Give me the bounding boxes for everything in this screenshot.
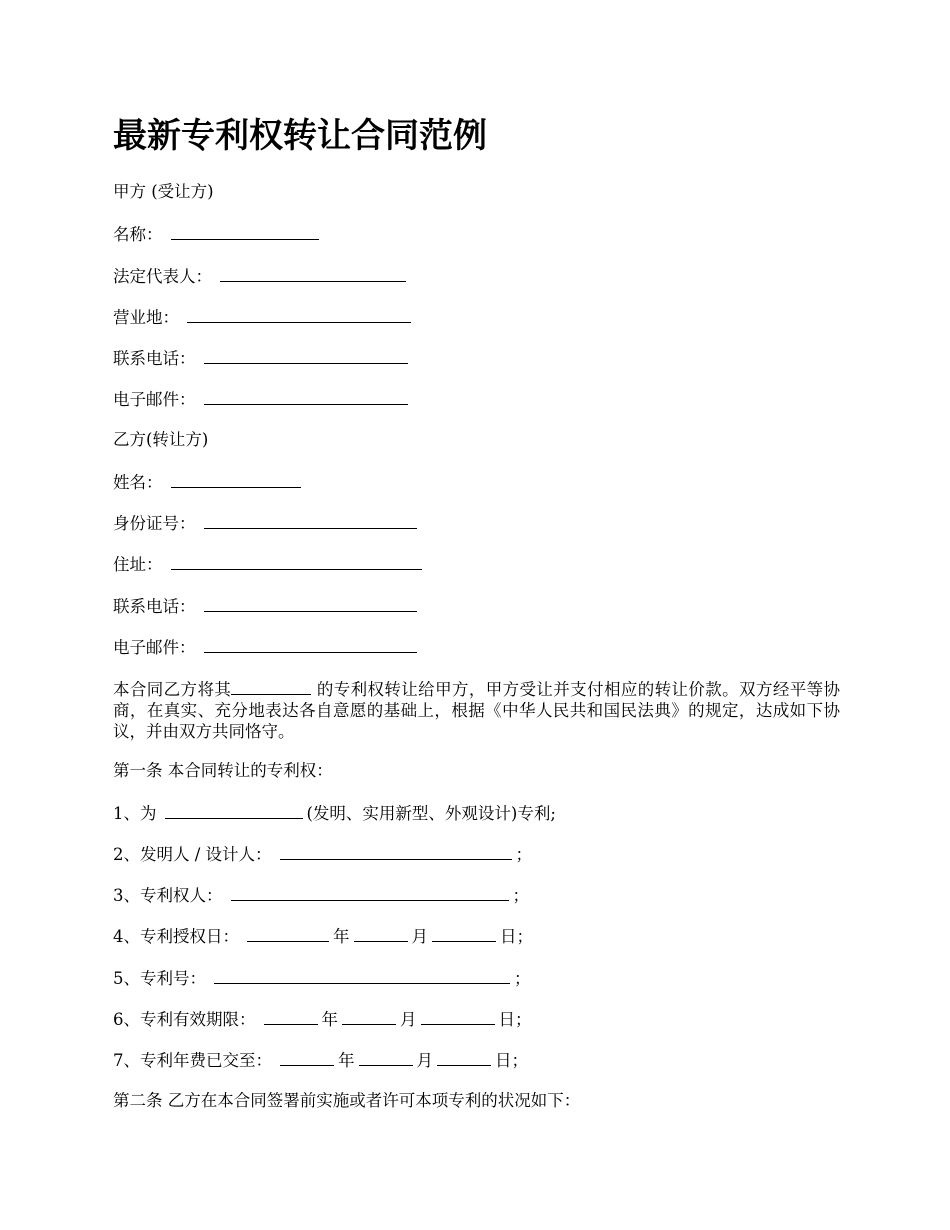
party-a-address-blank: [187, 305, 411, 323]
article2-heading: 第二条 乙方在本合同签署前实施或者许可本项专利的状况如下：: [113, 1091, 581, 1110]
party-a-address-line: [113, 305, 415, 329]
party-b-address-blank: [171, 552, 422, 570]
party-b-id-line: [113, 511, 421, 535]
party-a-rep-line: [113, 264, 410, 288]
article1-item2: [113, 842, 532, 866]
party-a-rep-blank: [220, 264, 406, 282]
item4-day-blank: [432, 924, 496, 942]
item7-label: 7、专利年费已交至：: [113, 1051, 272, 1070]
party-b-name-blank: [171, 470, 301, 488]
item7-day: 日；: [495, 1051, 528, 1070]
item5-blank: [214, 966, 510, 984]
party-a-phone-line: [113, 346, 412, 370]
item2-semicolon: ；: [515, 845, 533, 864]
item6-year-blank: [264, 1007, 318, 1025]
party-b-id-blank: [204, 511, 417, 529]
item1-prefix: 1、为: [113, 804, 157, 823]
item5-semicolon: ；: [514, 969, 531, 988]
party-b-name-label: 姓名：: [113, 473, 163, 492]
item6-year: 年: [321, 1010, 338, 1029]
item3-label: 3、专利权人：: [113, 886, 223, 905]
item3-blank: [231, 883, 509, 901]
item7-month: 月: [416, 1051, 433, 1070]
party-b-email-label: 电子邮件：: [113, 638, 196, 657]
party-a-phone-blank: [204, 346, 408, 364]
document-title: 最新专利权转让合同范例: [113, 116, 487, 156]
item6-day: 日；: [498, 1010, 532, 1029]
article1-item3: [113, 883, 529, 907]
item3-semicolon: ；: [512, 886, 529, 905]
item6-month-blank: [342, 1007, 396, 1025]
party-b-address-line: [113, 552, 426, 576]
intro-blank: [231, 677, 311, 695]
party-b-id-label: 身份证号：: [113, 514, 196, 533]
party-b-name-line: [113, 470, 305, 494]
item4-month-blank: [354, 924, 408, 942]
party-a-name-label: 名称：: [113, 225, 163, 244]
item1-blank: [165, 801, 303, 819]
party-b-heading: 乙方(转让方): [113, 430, 209, 449]
article1-item5: [113, 966, 531, 990]
item4-year: 年: [333, 927, 350, 946]
article1-item4: [113, 924, 533, 948]
party-b-phone-label: 联系电话：: [113, 597, 196, 616]
item2-label: 2、发明人 / 设计人：: [113, 845, 272, 864]
item7-year: 年: [338, 1051, 355, 1070]
item1-suffix: (发明、实用新型、外观设计)专利;: [306, 804, 556, 823]
party-a-name-line: [113, 222, 323, 246]
party-a-address-label: 营业地：: [113, 308, 179, 327]
item4-month: 月: [411, 927, 428, 946]
party-a-name-blank: [171, 222, 319, 240]
party-a-email-line: [113, 387, 412, 411]
item4-year-blank: [247, 924, 329, 942]
intro-part2: 的专利权转让给甲方，甲方受让并支付相应的转让价款。双方经平等协商，在真实、充分地表达各自意愿的基础上，根据《中华人民共和国民法典》的规定，达成如下协议，并由双方共同恪守。: [113, 680, 840, 741]
item7-year-blank: [280, 1048, 334, 1066]
party-a-phone-label: 联系电话：: [113, 349, 196, 368]
party-b-email-blank: [204, 635, 417, 653]
intro-part1: 本合同乙方将其: [113, 680, 232, 699]
item2-blank: [280, 842, 512, 860]
item4-day: 日；: [500, 927, 533, 946]
item7-month-blank: [359, 1048, 413, 1066]
party-a-heading: 甲方 (受让方): [113, 182, 214, 201]
party-b-phone-line: [113, 594, 421, 618]
party-a-rep-label: 法定代表人：: [113, 267, 212, 286]
article1-item1: [113, 801, 556, 825]
item6-month: 月: [400, 1010, 417, 1029]
party-b-address-label: 住址：: [113, 555, 163, 574]
item4-label: 4、专利授权日：: [113, 927, 239, 946]
intro-paragraph: [113, 677, 840, 742]
party-b-phone-blank: [204, 594, 417, 612]
party-b-email-line: [113, 635, 421, 659]
item6-label: 6、专利有效期限：: [113, 1010, 256, 1029]
item5-label: 5、专利号：: [113, 969, 206, 988]
article1-heading: 第一条 本合同转让的专利权：: [113, 761, 333, 780]
party-a-email-blank: [204, 387, 408, 405]
article1-item7: [113, 1048, 528, 1072]
item6-day-blank: [421, 1007, 495, 1025]
party-a-email-label: 电子邮件：: [113, 390, 196, 409]
article1-item6: [113, 1007, 532, 1031]
item7-day-blank: [437, 1048, 491, 1066]
